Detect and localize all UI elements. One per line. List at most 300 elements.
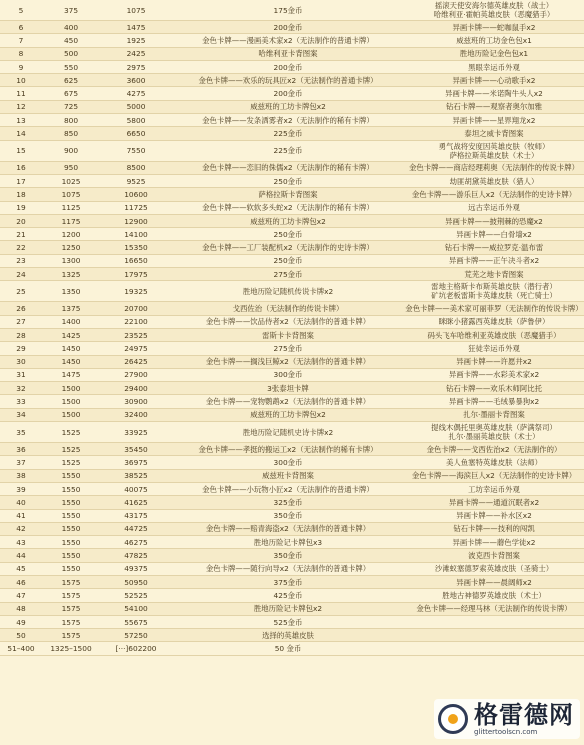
- table-row: [0, 114, 584, 127]
- cell-c3: 9525: [126, 176, 146, 186]
- table-row: [0, 329, 584, 342]
- cell-c4: 威兹班的工坊卡牌包x2: [250, 216, 326, 226]
- cell-c3: 1925: [126, 35, 146, 45]
- cell-c4: 金色卡牌——搁浅巨鲸x2（无法制作的普通卡牌）: [205, 357, 371, 367]
- cell-c3: 12900: [124, 216, 148, 226]
- cell-c5: [404, 49, 584, 58]
- cell-c3: 20700: [124, 303, 148, 313]
- cell-c3: 50950: [124, 577, 148, 587]
- cell-c1: 14: [16, 129, 26, 139]
- cell-c4: 金色卡牌——发条洒雾者x2（无法制作的稀有卡牌）: [202, 115, 374, 125]
- cell-c4: 350金币: [273, 511, 303, 521]
- cell-line: 异画卡牌——星界翔龙x2: [452, 115, 536, 125]
- cell-line: 金色卡牌——美术家可丽菲罗（无法制作的传说卡牌）: [405, 303, 583, 313]
- cell-c2: 1575: [61, 590, 81, 600]
- cell-c3: 29400: [124, 383, 148, 393]
- cell-c5: [404, 423, 584, 441]
- cell-line: 异画卡牌——披荆棘的恐魔x2: [445, 216, 543, 226]
- table-row: [0, 422, 584, 443]
- cell-c4: 哈维利亚卡背图案: [258, 49, 318, 59]
- cell-line: 荒芜之地卡背图案: [464, 269, 524, 279]
- cell-c1: 19: [16, 203, 26, 213]
- table-row: [0, 215, 584, 228]
- cell-c1: 12: [16, 102, 26, 112]
- cell-line: 扎尔·墨丽卡背图案: [463, 410, 525, 420]
- watermark: [434, 699, 580, 739]
- cell-c5: [404, 370, 584, 379]
- cell-c3: 41625: [124, 497, 148, 507]
- cell-c5: [404, 217, 584, 226]
- cell-c3: 1475: [126, 22, 146, 32]
- cell-c1: 8: [18, 49, 24, 59]
- cell-c1: 42: [16, 524, 26, 534]
- cell-c3: [···]602200: [115, 644, 157, 654]
- cell-c5: [404, 116, 584, 125]
- cell-c1: 31: [16, 370, 26, 380]
- cell-c1: 37: [16, 457, 26, 467]
- cell-c3: 40075: [124, 484, 148, 494]
- cell-c1: 17: [16, 176, 26, 186]
- cell-c2: 1550: [61, 484, 81, 494]
- cell-c1: 44: [16, 551, 26, 561]
- cell-c3: 32400: [124, 410, 148, 420]
- cell-c2: 1525: [61, 427, 81, 437]
- cell-line: 勇气战将安度因英雄皮肤（牧师）: [438, 141, 550, 151]
- cell-c4: 375金币: [273, 577, 303, 587]
- cell-line: 异画卡牌——心动歌手x2: [452, 75, 536, 85]
- table-row: [0, 87, 584, 100]
- cell-c3: 1075: [126, 5, 146, 15]
- table-row: [0, 496, 584, 509]
- cell-c3: 36975: [124, 457, 148, 467]
- cell-c5: [404, 445, 584, 454]
- cell-c1: 35: [16, 427, 26, 437]
- cell-line: 金色卡牌——海滨巨人x2（无法制作的史诗卡牌）: [411, 471, 577, 481]
- cell-c3: 2975: [126, 62, 146, 72]
- cell-c2: 675: [63, 89, 79, 99]
- cell-line: 码头飞车哈维利亚英雄皮肤（恶魔猎手）: [427, 330, 561, 340]
- table-row: [0, 316, 584, 329]
- cell-c2: 900: [63, 146, 79, 156]
- cell-c4: 金色卡牌——赔青海盗x2（无法制作的普通卡牌）: [205, 524, 371, 534]
- cell-c1: 46: [16, 577, 26, 587]
- cell-c3: 2425: [126, 49, 146, 59]
- cell-c1: 49: [16, 617, 26, 627]
- cell-c4: 250金币: [273, 229, 303, 239]
- cell-c5: [404, 177, 584, 186]
- cell-c2: 1325–1500: [50, 644, 92, 654]
- cell-line: 狂徒幸运币外观: [468, 343, 520, 353]
- ring-logo-icon: [438, 704, 468, 734]
- cell-c3: 44725: [124, 524, 148, 534]
- cell-c5: [404, 551, 584, 560]
- table-row: [0, 255, 584, 268]
- cell-c3: 49375: [124, 564, 148, 574]
- cell-c2: 1450: [61, 357, 81, 367]
- cell-line: 工坊幸运币外观: [468, 484, 520, 494]
- cell-line: 矿坑老板雷斯卡英雄皮肤（死亡骑士）: [431, 291, 557, 301]
- cell-c4: 250金币: [273, 256, 303, 266]
- table-row: [0, 443, 584, 456]
- cell-c4: 175金币: [273, 5, 303, 15]
- table-row: [0, 101, 584, 114]
- cell-c4: 威兹班卡背图案: [262, 471, 314, 481]
- cell-c1: 5: [18, 5, 24, 15]
- cell-c5: [404, 485, 584, 494]
- cell-c5: [404, 23, 584, 32]
- cell-c1: 23: [16, 256, 26, 266]
- cell-c5: [404, 344, 584, 353]
- cell-c4: 200金币: [273, 22, 303, 32]
- cell-c1: 28: [16, 330, 26, 340]
- cell-c3: 7550: [126, 146, 146, 156]
- cell-c5: [404, 578, 584, 587]
- table-row: [0, 395, 584, 408]
- cell-c3: 11725: [124, 203, 148, 213]
- table-row: [0, 576, 584, 589]
- cell-line: 泰坦之威卡背图案: [464, 129, 524, 139]
- cell-line: 异画卡牌——蘑色学徒x2: [452, 537, 536, 547]
- cell-line: 波克西卡背图案: [468, 551, 520, 561]
- cell-line: 摇滚天使安海尔德英雄皮肤（战士）: [434, 1, 554, 10]
- table-row: [0, 202, 584, 215]
- cell-c1: 22: [16, 243, 26, 253]
- cell-c2: 1025: [61, 176, 81, 186]
- cell-c5: [404, 498, 584, 507]
- cell-c1: 48: [16, 604, 26, 614]
- cell-c3: 52525: [124, 590, 148, 600]
- cell-line: 异画卡牌——蛇咖鼠手x2: [452, 22, 536, 32]
- cell-c3: 6650: [126, 129, 146, 139]
- table-row: [0, 241, 584, 254]
- cell-c3: 14100: [124, 229, 148, 239]
- cell-c3: 10600: [124, 189, 148, 199]
- cell-c1: 9: [18, 62, 24, 72]
- cell-c3: 43175: [124, 511, 148, 521]
- cell-c4: 350金币: [273, 551, 303, 561]
- cell-c2: 1250: [61, 243, 81, 253]
- cell-c4: 200金币: [273, 62, 303, 72]
- cell-line: 钻石卡牌——技利的闯凯: [453, 524, 535, 534]
- cell-c2: 1550: [61, 471, 81, 481]
- cell-c4: 选择的英雄皮肤: [262, 630, 314, 640]
- cell-c1: 45: [16, 564, 26, 574]
- table-row: [0, 456, 584, 469]
- table-row: [0, 48, 584, 61]
- watermark-name: 格雷德网: [474, 700, 574, 729]
- cell-line: 钻石卡牌——威拉罗克·温布雷: [444, 243, 544, 253]
- cell-c5: [404, 397, 584, 406]
- cell-c2: 1550: [61, 551, 81, 561]
- cell-c3: 30900: [124, 397, 148, 407]
- cell-c1: 16: [16, 163, 26, 173]
- table-row: [0, 34, 584, 47]
- watermark-url: glittertoolscn.com: [474, 728, 538, 736]
- cell-c1: 15: [16, 146, 26, 156]
- cell-c5: [404, 458, 584, 467]
- cell-c2: 500: [63, 49, 79, 59]
- table-row: [0, 127, 584, 140]
- table-row: [0, 510, 584, 523]
- cell-c2: 1550: [61, 511, 81, 521]
- cell-c3: 55675: [124, 617, 148, 627]
- cell-c4: 275金币: [273, 343, 303, 353]
- cell-c1: 29: [16, 343, 26, 353]
- cell-c1: 7: [18, 35, 24, 45]
- table-row: [0, 536, 584, 549]
- cell-line: 金色卡牌——商店经理莉奥（无法制作的传说卡牌）: [409, 163, 579, 173]
- cell-c4: 胜地历险记随机传说卡牌x2: [242, 286, 334, 296]
- cell-c2: 1525: [61, 457, 81, 467]
- cell-c1: 36: [16, 444, 26, 454]
- cell-line: 金色卡牌——经理马林（无法制作的传说卡牌）: [416, 604, 572, 614]
- table-row: [0, 470, 584, 483]
- table-row: [0, 369, 584, 382]
- cell-c5: [404, 89, 584, 98]
- cell-c2: 1200: [61, 229, 81, 239]
- table-row: [0, 549, 584, 562]
- cell-line: 威兹班的工坊金色包x1: [456, 35, 532, 45]
- cell-c2: 1175: [61, 216, 81, 226]
- cell-c3: 47825: [124, 551, 148, 561]
- cell-c5: [404, 384, 584, 393]
- cell-c5: [404, 604, 584, 613]
- cell-line: 异画卡牌——许愿井x2: [456, 357, 532, 367]
- table-row: [0, 175, 584, 188]
- cell-c4: 50 金币: [274, 644, 302, 654]
- cell-line: 异画卡牌——补水区x2: [456, 511, 532, 521]
- table-row: [0, 228, 584, 241]
- cell-line: 金色卡牌——戈西佐治x2（无法制作的）: [426, 444, 562, 454]
- cell-c3: 17975: [124, 269, 148, 279]
- cell-line: 黑眼幸运币外观: [468, 62, 520, 72]
- table-row: [0, 21, 584, 34]
- cell-c5: [404, 102, 584, 111]
- cell-c2: 1500: [61, 383, 81, 393]
- cell-c2: 1300: [61, 256, 81, 266]
- table-row: [0, 74, 584, 87]
- cell-c3: 27900: [124, 370, 148, 380]
- cell-c1: 21: [16, 229, 26, 239]
- cell-c5: [404, 282, 584, 300]
- cell-c4: 525金币: [273, 617, 303, 627]
- cell-c2: 800: [63, 115, 79, 125]
- cell-c2: 850: [63, 129, 79, 139]
- cell-c3: 35450: [124, 444, 148, 454]
- cell-c4: 225金币: [273, 129, 303, 139]
- cell-c2: 1375: [61, 303, 81, 313]
- cell-c2: 1075: [61, 189, 81, 199]
- cell-c2: 1575: [61, 577, 81, 587]
- cell-c2: 1400: [61, 317, 81, 327]
- cell-c2: 375: [63, 5, 79, 15]
- cell-c4: 金色卡牌——欢乐的玩具匠x2（无法制作的普通卡牌）: [198, 75, 378, 85]
- cell-c2: 1125: [61, 203, 81, 213]
- cell-c1: 51–400: [7, 644, 35, 654]
- cell-c2: 1550: [61, 524, 81, 534]
- cell-c1: 43: [16, 537, 26, 547]
- cell-line: 哈维利亚·霍帕英雄皮肤（恶魔猎手）: [433, 10, 555, 19]
- cell-line: 远古幸运币外观: [468, 203, 520, 213]
- table-row: [0, 563, 584, 576]
- cell-c2: 1350: [61, 286, 81, 296]
- cell-line: 异画卡牌——晨阔师x2: [456, 577, 532, 587]
- cell-c2: 550: [63, 62, 79, 72]
- cell-c5: [404, 190, 584, 199]
- cell-c4: 250金币: [273, 176, 303, 186]
- cell-c1: 24: [16, 269, 26, 279]
- cell-c4: 金色卡牌——饮品侍者x2（无法制作的普通卡牌）: [205, 317, 371, 327]
- table-row: [0, 162, 584, 175]
- cell-c1: 34: [16, 410, 26, 420]
- cell-c3: 5800: [126, 115, 146, 125]
- cell-c5: [404, 538, 584, 547]
- cell-c3: 3600: [126, 75, 146, 85]
- cell-c3: 54100: [124, 604, 148, 614]
- cell-c3: 26425: [124, 357, 148, 367]
- cell-c4: 金色卡牌——恋旧的侏儒x2（无法制作的稀有卡牌）: [202, 163, 374, 173]
- cell-c5: [404, 524, 584, 533]
- table-row: [0, 141, 584, 162]
- cell-c4: 金色卡牌——随行向导x2（无法制作的普通卡牌）: [205, 564, 371, 574]
- cell-c2: 950: [63, 163, 79, 173]
- cell-c2: 1550: [61, 537, 81, 547]
- cell-c1: 40: [16, 497, 26, 507]
- cell-c3: 23525: [124, 330, 148, 340]
- cell-c5: [404, 230, 584, 239]
- cell-c4: 金色卡牌——工厂装配机x2（无法制作的史诗卡牌）: [202, 243, 374, 253]
- cell-c5: [404, 317, 584, 326]
- table-row: [0, 281, 584, 302]
- cell-c5: [404, 304, 584, 313]
- cell-c2: 1525: [61, 444, 81, 454]
- table-row: [0, 382, 584, 395]
- cell-c5: [404, 511, 584, 520]
- cell-c4: 萨格拉斯卡背图案: [258, 189, 318, 199]
- cell-c5: [404, 410, 584, 419]
- cell-c5: [404, 129, 584, 138]
- cell-line: 异画卡牌——正午决斗者x2: [448, 256, 540, 266]
- cell-line: 扎尔·墨丽英雄皮肤（术士）: [448, 432, 540, 442]
- cell-c4: 威兹班的工坊卡牌包x2: [250, 410, 326, 420]
- cell-c1: 32: [16, 383, 26, 393]
- cell-c2: 1450: [61, 343, 81, 353]
- cell-c5: [404, 331, 584, 340]
- cell-c5: [404, 1, 584, 19]
- cell-c1: 10: [16, 75, 26, 85]
- cell-line: 沙滩蚁塞德罗索英雄皮肤（圣骑士）: [434, 564, 554, 574]
- cell-c4: 雷斯卡卡背图案: [262, 330, 314, 340]
- cell-line: 异画卡牌——米诺陶牛头人x2: [445, 89, 543, 99]
- table-row: [0, 483, 584, 496]
- cell-c4: 300金币: [273, 457, 303, 467]
- cell-c1: 11: [16, 89, 26, 99]
- cell-c2: 400: [63, 22, 79, 32]
- table-row: [0, 642, 584, 655]
- cell-c5: [404, 142, 584, 160]
- cell-c3: 24975: [124, 343, 148, 353]
- table-row: [0, 409, 584, 422]
- cell-c4: 300金币: [273, 370, 303, 380]
- cell-c1: 6: [18, 22, 24, 32]
- table-row: [0, 589, 584, 602]
- cell-c3: 38525: [124, 471, 148, 481]
- table-row: [0, 302, 584, 315]
- cell-c5: [404, 163, 584, 172]
- cell-line: 异画卡牌——毛绒暴暴狗x2: [448, 397, 540, 407]
- cell-c5: [404, 471, 584, 480]
- cell-line: 胜地历险记金色包x1: [459, 49, 529, 59]
- cell-c4: 威兹班的工坊卡牌包x2: [250, 102, 326, 112]
- cell-c5: [404, 203, 584, 212]
- cell-line: 雷地主格斯卡布斯英雄皮肤（潜行者）: [431, 282, 557, 292]
- cell-c2: 625: [63, 75, 79, 85]
- cell-c3: 57250: [124, 630, 148, 640]
- cell-c4: 3张泰坦卡牌: [267, 383, 309, 393]
- table-row: [0, 342, 584, 355]
- cell-line: 萨格拉斯英雄皮肤（术士）: [449, 150, 539, 160]
- cell-line: 眯眯小猪露西英雄皮肤（萨鲁伊）: [438, 317, 550, 327]
- cell-c4: 金色卡牌——孝挺的搬运工x2（无法制作的稀有卡牌）: [198, 444, 378, 454]
- cell-c3: 46275: [124, 537, 148, 547]
- cell-c2: 725: [63, 102, 79, 112]
- cell-c3: 22100: [124, 317, 148, 327]
- cell-c2: 1475: [61, 370, 81, 380]
- table-row: [0, 268, 584, 281]
- table-row: [0, 616, 584, 629]
- cell-c1: 18: [16, 189, 26, 199]
- cell-c4: 胜地历险记随机史诗卡牌x2: [242, 427, 334, 437]
- cell-c5: [404, 357, 584, 366]
- cell-c4: 胜地历险记卡牌包x3: [253, 537, 323, 547]
- cell-line: 异画卡牌——白骨墙x2: [456, 229, 532, 239]
- cell-c4: 胜地历险记卡牌包x2: [253, 604, 323, 614]
- cell-line: 钻石卡牌——欢乐木师阿比托: [445, 383, 543, 393]
- cell-c4: 200金币: [273, 89, 303, 99]
- cell-c4: 金色卡牌——软软多头蛇x2（无法制作的稀有卡牌）: [202, 203, 374, 213]
- cell-c2: 1325: [61, 269, 81, 279]
- cell-c5: [404, 76, 584, 85]
- cell-c4: 225金币: [273, 146, 303, 156]
- cell-c5: [404, 243, 584, 252]
- cell-c3: 15350: [124, 243, 148, 253]
- cell-line: 劫匪胡黛英雄皮肤（猎人）: [449, 176, 539, 186]
- cell-c4: 金色卡牌——小玩物小匠x2（无法制作的普通卡牌）: [202, 484, 374, 494]
- cell-c2: 1575: [61, 604, 81, 614]
- cell-c1: 33: [16, 397, 26, 407]
- cell-line: 异画卡牌——通道沉眠者x2: [448, 497, 540, 507]
- cell-c3: 4275: [126, 89, 146, 99]
- cell-c5: [404, 256, 584, 265]
- cell-c1: 26: [16, 303, 26, 313]
- cell-c1: 38: [16, 471, 26, 481]
- cell-line: 钻石卡牌——观察者奥尔加雅: [445, 102, 543, 112]
- cell-c2: 1425: [61, 330, 81, 340]
- cell-c5: [404, 564, 584, 573]
- cell-c2: 1550: [61, 497, 81, 507]
- cell-c5: [404, 36, 584, 45]
- cell-c2: 1550: [61, 564, 81, 574]
- cell-c3: 16650: [124, 256, 148, 266]
- cell-c4: 金色卡牌——宠物鹦鹉x2（无法制作的普通卡牌）: [205, 397, 371, 407]
- cell-c1: 13: [16, 115, 26, 125]
- cell-c3: 19325: [124, 286, 148, 296]
- cell-c4: 戈西佐治（无法制作的传说卡牌）: [232, 303, 344, 313]
- cell-c4: 275金币: [273, 269, 303, 279]
- cell-line: 金色卡牌——游乐巨人x2（无法制作的史诗卡牌）: [411, 189, 577, 199]
- cell-line: 胜地古神德罗英雄皮肤（术士）: [442, 590, 546, 600]
- cell-c2: 1500: [61, 397, 81, 407]
